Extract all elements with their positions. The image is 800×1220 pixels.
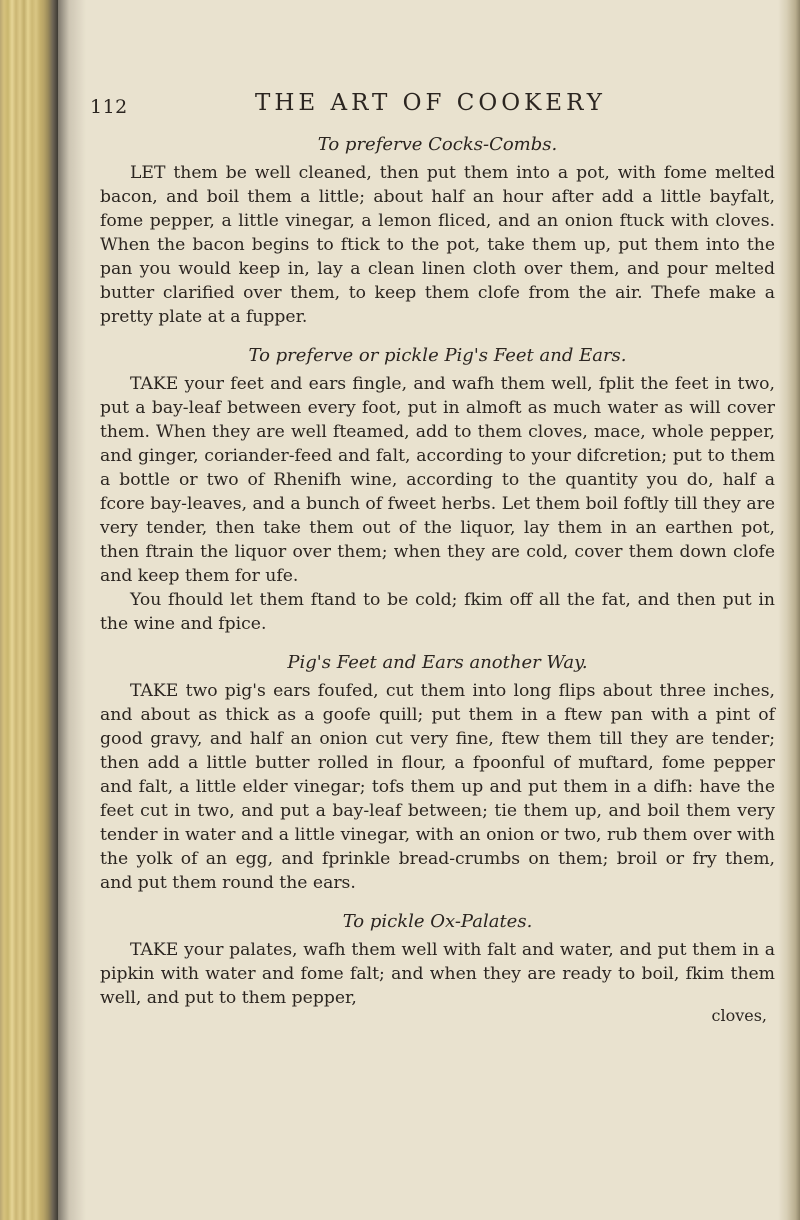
section-title: Pig's Feet and Ears another Way. xyxy=(287,652,588,673)
page-header xyxy=(90,86,775,126)
paragraph: TAKE your feet and ears fingle, and wafh them well, fplit the feet in two, put a bay-leaf between every foot, put in almoft as much water as will cover them. When they are well fteamed, add to them cloves, mace, whole pepper, and ginger, coriander-feed and falt, according to your difcretion; put to them a bottle or two of Rhenifh wine, according to the quantity you do, half a fcore bay-leaves, and a bunch of fweet herbs. Let them boil foftly till they are very tender, then take them out of the liquor, lay them in an earthen pot, then ftrain the liquor over them; when they are cold, cover them down clofe and keep them for ufe. xyxy=(100,374,775,586)
page-edge xyxy=(778,0,800,1220)
book-binding xyxy=(0,0,58,1220)
running-head: THE ART OF COOKERY xyxy=(255,90,606,116)
paragraph: TAKE two pig's ears foufed, cut them into long flips about three inches, and about as thick as a goofe quill; put them in a ftew pan with a pint of good gravy, and half an onion cut very fine, ftew them till they are tender; then add a little butter rolled in flour, a fpoonful of muftard, fome pepper and falt, a little elder vinegar; tofs them up and put them in a difh: have the feet cut in two, and put a bay-leaf between; tie them up, and boil them very tender in water and a little vinegar, with an onion or two, rub them over with the yolk of an egg, and fprinkle bread-crumbs on them; broil or fry them, and put them round the ears. xyxy=(100,681,775,893)
section-title: To pickle Ox-Palates. xyxy=(342,911,533,932)
section-title: To preferve Cocks-Combs. xyxy=(317,134,558,155)
paragraph: You fhould let them ftand to be cold; fkim off all the fat, and then put in the wine and fpice. xyxy=(100,590,775,634)
section-title: To preferve or pickle Pig's Feet and Ears. xyxy=(248,345,627,366)
section-ox-palates xyxy=(100,911,775,1010)
page-number: 112 xyxy=(90,96,128,118)
paragraph: LET them be well cleaned, then put them into a pot, with fome melted bacon, and boil them a little; about half an hour after add a little bayfalt, fome pepper, a little vinegar, a lemon fliced, and an onion ftuck with cloves. When the bacon begins to ftick to the pot, take them up, put them into the pan you would keep in, lay a clean linen cloth over them, and pour melted butter clarified over them, to keep them clofe from the air. Thefe make a pretty plate at a fupper. xyxy=(100,163,775,327)
section-cocks-combs xyxy=(100,134,775,329)
book-page xyxy=(90,86,775,1025)
paragraph: TAKE your palates, wafh them well with falt and water, and put them in a pipkin with water and fome falt; and when they are ready to boil, fkim them well, and put to them pepper, xyxy=(100,940,775,1008)
catchword: cloves, xyxy=(711,1006,767,1025)
gutter-shadow xyxy=(58,0,86,1220)
section-pigs-feet-pickle xyxy=(100,345,775,636)
section-pigs-feet-another-way xyxy=(100,652,775,895)
